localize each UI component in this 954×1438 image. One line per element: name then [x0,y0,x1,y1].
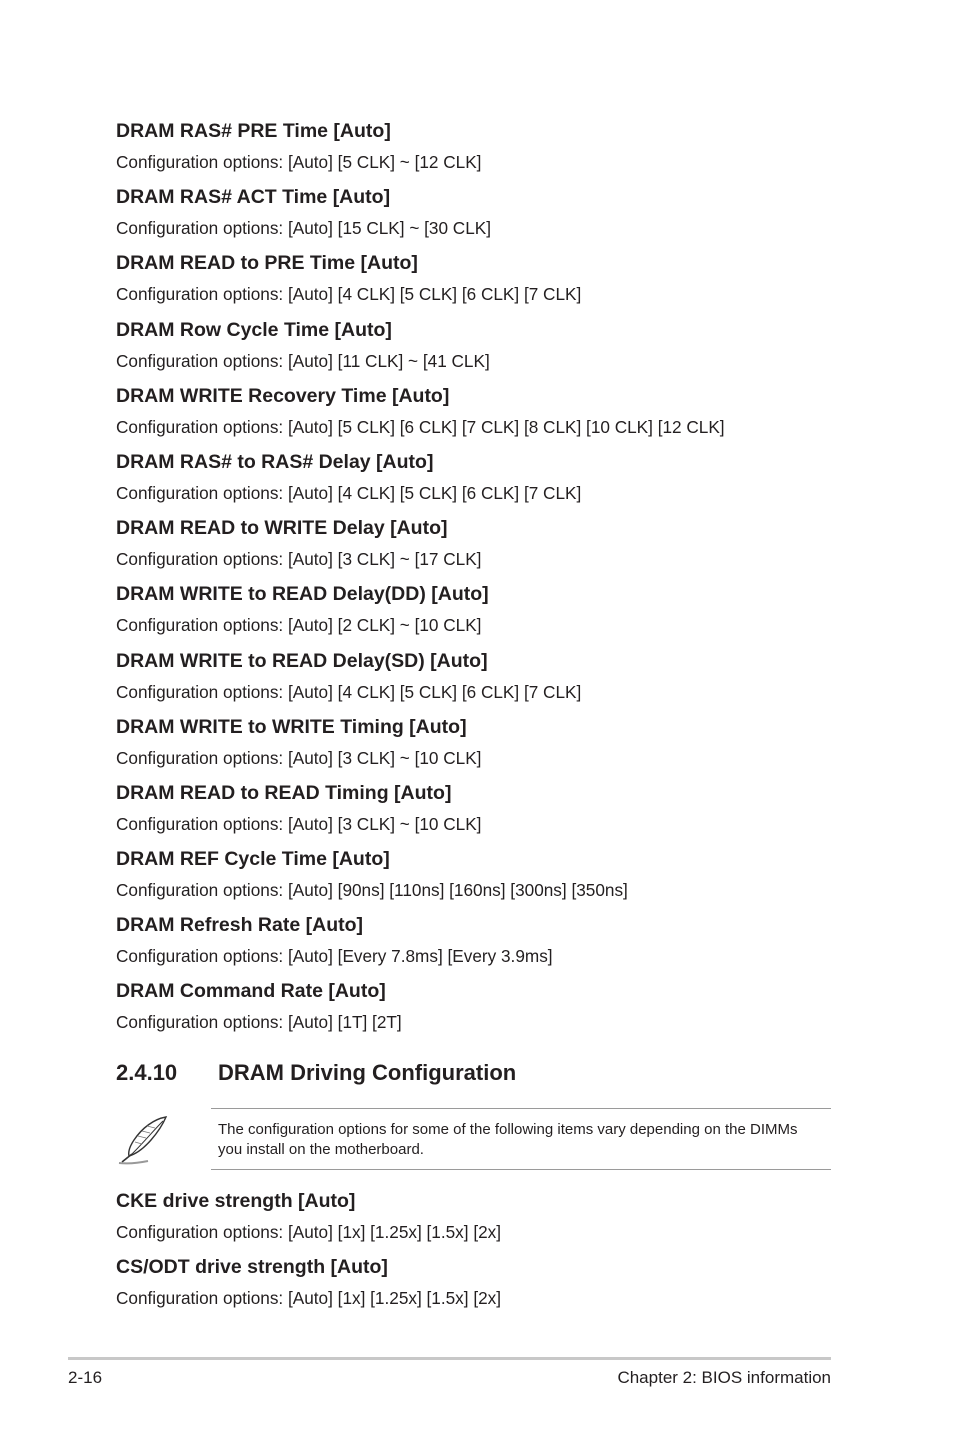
item-title: DRAM WRITE Recovery Time [Auto] [116,384,450,407]
bios-item [116,515,876,581]
item-title: DRAM RAS# PRE Time [Auto] [116,120,391,142]
bios-item [116,317,876,383]
item-title: DRAM RAS# to RAS# Delay [Auto] [116,450,434,473]
chapter-title: Chapter 2: BIOS information [617,1368,831,1387]
item-title: DRAM Row Cycle Time [Auto] [116,318,392,341]
bios-item [116,780,876,846]
bios-item [116,250,876,316]
item-options: Configuration options: [Auto] [Every 7.8ms] [Every 3.9ms] [116,946,553,967]
item-options: Configuration options: [Auto] [15 CLK] ~ [30 CLK] [116,218,492,239]
bios-item [116,449,876,515]
item-title: DRAM READ to READ Timing [Auto] [116,781,452,804]
item-options: Configuration options: [Auto] [1x] [1.25x] [1.5x] [2x] [116,1288,502,1309]
item-title: DRAM RAS# ACT Time [Auto] [116,186,391,209]
bios-item [116,978,876,1044]
bios-item [116,714,876,780]
item-options: Configuration options: [Auto] [3 CLK] ~ [10 CLK] [116,747,482,768]
section-heading [116,1058,516,1088]
bios-item [116,648,876,714]
feather-pen-icon [116,1114,172,1166]
bios-item [116,118,876,184]
footer-rule [68,1357,831,1360]
item-title: DRAM WRITE to WRITE Timing [Auto] [116,715,467,738]
bios-item [116,581,876,647]
item-options: Configuration options: [Auto] [1T] [2T] [116,1012,402,1033]
item-options: Configuration options: [Auto] [2 CLK] ~ [10 CLK] [116,615,482,636]
item-title: DRAM REF Cycle Time [Auto] [116,848,390,871]
section-number: 2.4.10 [116,1060,178,1085]
bios-item-list-top [116,118,876,1045]
item-options: Configuration options: [Auto] [4 CLK] [5 CLK] [6 CLK] [7 CLK] [116,482,582,503]
note-top-rule [211,1108,831,1109]
item-options: Configuration options: [Auto] [4 CLK] [5 CLK] [6 CLK] [7 CLK] [116,681,582,702]
item-title: DRAM READ to WRITE Delay [Auto] [116,517,448,540]
bios-item [116,1254,876,1320]
item-options: Configuration options: [Auto] [90ns] [110ns] [160ns] [300ns] [350ns] [116,880,628,901]
bios-item-list-bottom [116,1188,876,1320]
section-title: DRAM Driving Configuration [218,1060,517,1085]
item-title: CS/ODT drive strength [Auto] [116,1256,388,1279]
note-box [116,1108,831,1170]
item-title: DRAM Command Rate [Auto] [116,980,386,1003]
item-options: Configuration options: [Auto] [11 CLK] ~ [41 CLK] [116,350,490,371]
bios-item [116,1188,876,1254]
item-title: CKE drive strength [Auto] [116,1190,356,1212]
item-options: Configuration options: [Auto] [4 CLK] [5 CLK] [6 CLK] [7 CLK] [116,284,582,305]
item-options: Configuration options: [Auto] [5 CLK] ~ [12 CLK] [116,152,482,172]
item-options: Configuration options: [Auto] [1x] [1.25x] [1.5x] [2x] [116,1222,502,1242]
bios-item [116,184,876,250]
item-options: Configuration options: [Auto] [3 CLK] ~ [10 CLK] [116,813,482,834]
item-options: Configuration options: [Auto] [5 CLK] [6 CLK] [7 CLK] [8 CLK] [10 CLK] [12 CLK] [116,416,725,437]
bios-item [116,846,876,912]
page-number: 2-16 [68,1368,103,1387]
item-title: DRAM WRITE to READ Delay(DD) [Auto] [116,583,489,606]
bios-item [116,912,876,978]
bios-item [116,383,876,449]
note-text: The configuration options for some of the following items vary depending on the DIMMs you install on the motherboard. [218,1121,798,1158]
item-title: DRAM WRITE to READ Delay(SD) [Auto] [116,649,488,672]
item-title: DRAM Refresh Rate [Auto] [116,914,364,937]
note-bottom-rule [211,1169,831,1170]
item-options: Configuration options: [Auto] [3 CLK] ~ [17 CLK] [116,549,482,570]
item-title: DRAM READ to PRE Time [Auto] [116,252,418,275]
